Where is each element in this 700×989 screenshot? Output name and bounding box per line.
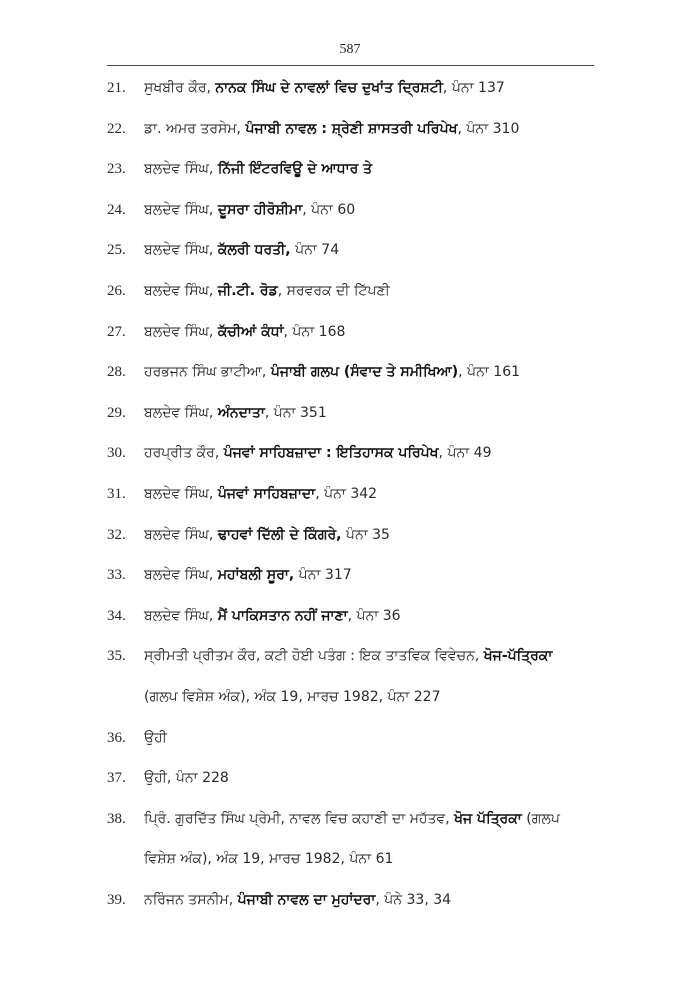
endnote-title: ਮਹਾਂਬਲੀ ਸੂਰਾ, bbox=[217, 567, 295, 584]
endnote-item bbox=[107, 888, 602, 912]
endnote-title: ਜੀ.ਟੀ. ਰੋਡ bbox=[217, 283, 278, 299]
endnote-text-segment: ਨਰਿੰਜਨ ਤਸਨੀਮ, bbox=[144, 892, 238, 908]
endnote-number: 22. bbox=[107, 120, 126, 137]
endnote-text bbox=[144, 360, 520, 384]
endnote-item bbox=[107, 198, 602, 222]
endnote-title: ਅੰਨਦਾਤਾ bbox=[217, 404, 265, 421]
endnote-title: ਦੂਸਰਾ ਹੀਰੋਸ਼ੀਮਾ bbox=[217, 201, 303, 218]
endnote-item bbox=[107, 320, 602, 344]
endnote-item bbox=[107, 157, 602, 181]
page-number: 587 bbox=[339, 42, 361, 57]
endnote-item bbox=[107, 401, 602, 425]
endnote-text bbox=[144, 76, 505, 100]
endnote-number: 28. bbox=[107, 364, 126, 381]
endnote-text-segment: ਪੰਨਾ 74 bbox=[290, 242, 340, 259]
endnote-text bbox=[144, 157, 372, 181]
endnote-text-segment: , ਸਰਵਰਕ ਦੀ ਟਿੱਪਣੀ bbox=[277, 283, 390, 299]
endnote-text-segment: , ਪੰਨਾ 60 bbox=[302, 201, 356, 218]
endnote-title: ਢਾਹਵਾਂ ਦਿੱਲੀ ਦੇ ਕਿੰਗਰੇ, bbox=[217, 526, 342, 543]
endnote-number: 35. bbox=[107, 648, 126, 665]
endnote-number: 36. bbox=[107, 729, 126, 746]
endnote-number: 31. bbox=[107, 486, 126, 502]
endnote-text-segment: ਉਹੀ bbox=[144, 729, 167, 746]
endnote-title: ਖੋਜ-ਪੱਤ੍ਰਿਕਾ bbox=[483, 648, 553, 665]
endnote-text-segment: ਪੰਨਾ 317 bbox=[294, 567, 352, 584]
endnote-text bbox=[144, 888, 451, 912]
endnote-text-segment: ਵਿਸ਼ੇਸ਼ ਅੰਕ), ਅੰਕ 19, ਮਾਰਚ 1982, ਪੰਨਾ 61 bbox=[144, 851, 394, 868]
endnote-item bbox=[107, 238, 602, 262]
endnote-item bbox=[107, 441, 602, 465]
endnote-text-segment: ਬਲਦੇਵ ਸਿੰਘ, bbox=[144, 161, 218, 178]
endnote-item bbox=[107, 766, 602, 790]
endnote-number: 37. bbox=[107, 770, 126, 787]
endnote-text bbox=[144, 523, 390, 547]
endnote-title: ਕੱਲਰੀ ਧਰਤੀ, bbox=[217, 242, 291, 259]
endnote-text-segment: ਬਲਦੇਵ ਸਿੰਘ, bbox=[144, 567, 218, 584]
endnote-item bbox=[107, 76, 602, 100]
endnote-item bbox=[107, 279, 602, 303]
endnote-number: 32. bbox=[107, 526, 126, 543]
endnote-item bbox=[107, 726, 602, 750]
endnote-item bbox=[107, 604, 602, 628]
endnote-number: 26. bbox=[107, 283, 126, 299]
endnote-title: ਪੰਜਾਬੀ ਨਾਵਲ : ਸ਼੍ਰੇਣੀ ਸ਼ਾਸਤਰੀ ਪਰਿਪੇਖ bbox=[245, 120, 458, 137]
endnote-text bbox=[144, 847, 393, 871]
endnote-text bbox=[144, 644, 552, 668]
endnote-number: 30. bbox=[107, 445, 126, 462]
endnote-item bbox=[107, 117, 602, 141]
endnote-number: 29. bbox=[107, 404, 126, 421]
endnote-item bbox=[107, 563, 602, 587]
endnote-text-segment: , ਪੰਨਾ 137 bbox=[442, 80, 505, 96]
endnote-number: 24. bbox=[107, 201, 126, 218]
endnote-text bbox=[144, 726, 167, 750]
endnote-text bbox=[144, 563, 352, 587]
endnote-title: ਪੰਜਵਾਂ ਸਾਹਿਬਜ਼ਾਦਾ bbox=[217, 486, 316, 502]
endnote-text-segment: ਬਲਦੇਵ ਸਿੰਘ, bbox=[144, 486, 218, 502]
endnote-title: ਕੱਚੀਆਂ ਕੰਧਾਂ bbox=[217, 323, 284, 340]
endnote-text-segment: ਬਲਦੇਵ ਸਿੰਘ, bbox=[144, 323, 218, 340]
endnote-title: ਪੰਜਾਬੀ ਗਲਪ (ਸੰਵਾਦ ਤੇ ਸਮੀਖਿਆ) bbox=[270, 364, 459, 381]
endnote-number: 38. bbox=[107, 810, 126, 827]
endnote-text-segment: , ਪੰਨਾ 49 bbox=[438, 445, 492, 462]
endnote-text bbox=[144, 279, 390, 303]
endnote-number: 33. bbox=[107, 567, 126, 584]
endnote-item bbox=[107, 523, 602, 547]
endnote-text bbox=[144, 198, 355, 222]
endnote-text-segment: , ਪੰਨਾ 161 bbox=[458, 364, 521, 381]
endnote-text-segment: ਪੰਨਾ 35 bbox=[341, 526, 390, 543]
endnote-title: ਨਾਨਕ ਸਿੰਘ ਦੇ ਨਾਵਲਾਂ ਵਿਚ ਦੁਖਾਂਤ ਦ੍ਰਿਸ਼ਟੀ bbox=[215, 80, 443, 96]
endnote-text-segment: , ਪੰਨੇ 33, 34 bbox=[375, 892, 452, 908]
endnote-text-segment: ਬਲਦੇਵ ਸਿੰਘ, bbox=[144, 607, 218, 624]
endnote-text-segment: ਬਲਦੇਵ ਸਿੰਘ, bbox=[144, 201, 218, 218]
endnote-text-segment: , ਪੰਨਾ 351 bbox=[264, 404, 327, 421]
endnote-text-segment: ਪ੍ਰਿੰ. ਗੁਰਦਿੱਤ ਸਿੰਘ ਪ੍ਰੇਮੀ, ਨਾਵਲ ਵਿਚ ਕਹਾਣੀ ਦਾ ਮਹੱਤਵ, bbox=[144, 810, 455, 827]
endnote-text-segment: ਸੁਖਬੀਰ ਕੌਰ, bbox=[144, 80, 216, 96]
endnote-text-segment: , ਪੰਨਾ 168 bbox=[283, 323, 346, 340]
endnote-text-segment: ਉਹੀ, ਪੰਨਾ 228 bbox=[144, 770, 229, 787]
endnote-text-segment: ਬਲਦੇਵ ਸਿੰਘ, bbox=[144, 526, 218, 543]
endnote-text bbox=[144, 117, 519, 141]
endnote-text bbox=[144, 441, 492, 465]
endnote-text bbox=[144, 482, 377, 506]
endnote-number: 39. bbox=[107, 892, 126, 908]
endnote-title: ਪੰਜਵਾਂ ਸਾਹਿਬਜ਼ਾਦਾ : ਇਤਿਹਾਸਕ ਪਰਿਪੇਖ bbox=[223, 445, 439, 462]
endnote-number: 21. bbox=[107, 80, 126, 96]
header-rule bbox=[107, 65, 594, 66]
endnote-title: ਖੋਜ ਪੱਤ੍ਰਿਕਾ bbox=[454, 810, 522, 827]
endnote-text bbox=[144, 685, 441, 709]
endnote-text-segment: ਬਲਦੇਵ ਸਿੰਘ, bbox=[144, 404, 218, 421]
endnote-number: 25. bbox=[107, 242, 126, 259]
endnote-text-segment: , ਪੰਨਾ 36 bbox=[347, 607, 401, 624]
endnote-item bbox=[107, 807, 602, 831]
endnote-item bbox=[107, 360, 602, 384]
endnote-text-segment: ਸ੍ਰੀਮਤੀ ਪ੍ਰੀਤਮ ਕੌਰ, ਕਟੀ ਹੋਈ ਪਤੰਗ : ਇਕ ਤਾਤਵਿਕ ਵਿਵੇਚਨ, bbox=[144, 648, 484, 665]
endnote-text bbox=[144, 238, 339, 262]
endnote-text bbox=[144, 766, 229, 790]
endnote-title: ਪੰਜਾਬੀ ਨਾਵਲ ਦਾ ਮੁਹਾਂਦਰਾ bbox=[237, 892, 376, 908]
endnote-text-segment: , ਪੰਨਾ 310 bbox=[457, 120, 520, 137]
endnote-text-segment: ਹਰਭਜਨ ਸਿੰਘ ਭਾਟੀਆ, bbox=[144, 364, 271, 381]
endnote-text-segment: ਬਲਦੇਵ ਸਿੰਘ, bbox=[144, 283, 218, 299]
endnote-number: 34. bbox=[107, 607, 126, 624]
endnote-continuation-line bbox=[107, 685, 602, 709]
endnote-number: 23. bbox=[107, 161, 126, 178]
endnote-text-segment: (ਗਲਪ ਵਿਸ਼ੇਸ਼ ਅੰਕ), ਅੰਕ 19, ਮਾਰਚ 1982, ਪੰਨਾ 227 bbox=[144, 689, 441, 705]
endnote-item bbox=[107, 644, 602, 668]
endnote-text bbox=[144, 320, 345, 344]
endnote-text-segment: , ਪੰਨਾ 342 bbox=[315, 486, 378, 502]
endnote-text-segment: ਬਲਦੇਵ ਸਿੰਘ, bbox=[144, 242, 218, 259]
endnote-text-segment: (ਗਲਪ bbox=[521, 810, 560, 827]
endnote-title: ਮੈਂ ਪਾਕਿਸਤਾਨ ਨਹੀਂ ਜਾਣਾ bbox=[217, 607, 348, 624]
endnote-text bbox=[144, 401, 327, 425]
endnote-continuation-line bbox=[107, 847, 602, 871]
endnote-text bbox=[144, 604, 401, 628]
endnote-text-segment: ਹਰਪ੍ਰੀਤ ਕੌਰ, bbox=[144, 445, 224, 462]
endnote-text-segment: ਡਾ. ਅਮਰ ਤਰਸੇਮ, bbox=[144, 120, 246, 137]
endnote-number: 27. bbox=[107, 323, 126, 340]
endnote-item bbox=[107, 482, 602, 506]
endnote-title: ਨਿੱਜੀ ਇੰਟਰਵਿਊ ਦੇ ਆਧਾਰ ਤੇ bbox=[217, 161, 373, 178]
endnote-text bbox=[144, 807, 560, 831]
